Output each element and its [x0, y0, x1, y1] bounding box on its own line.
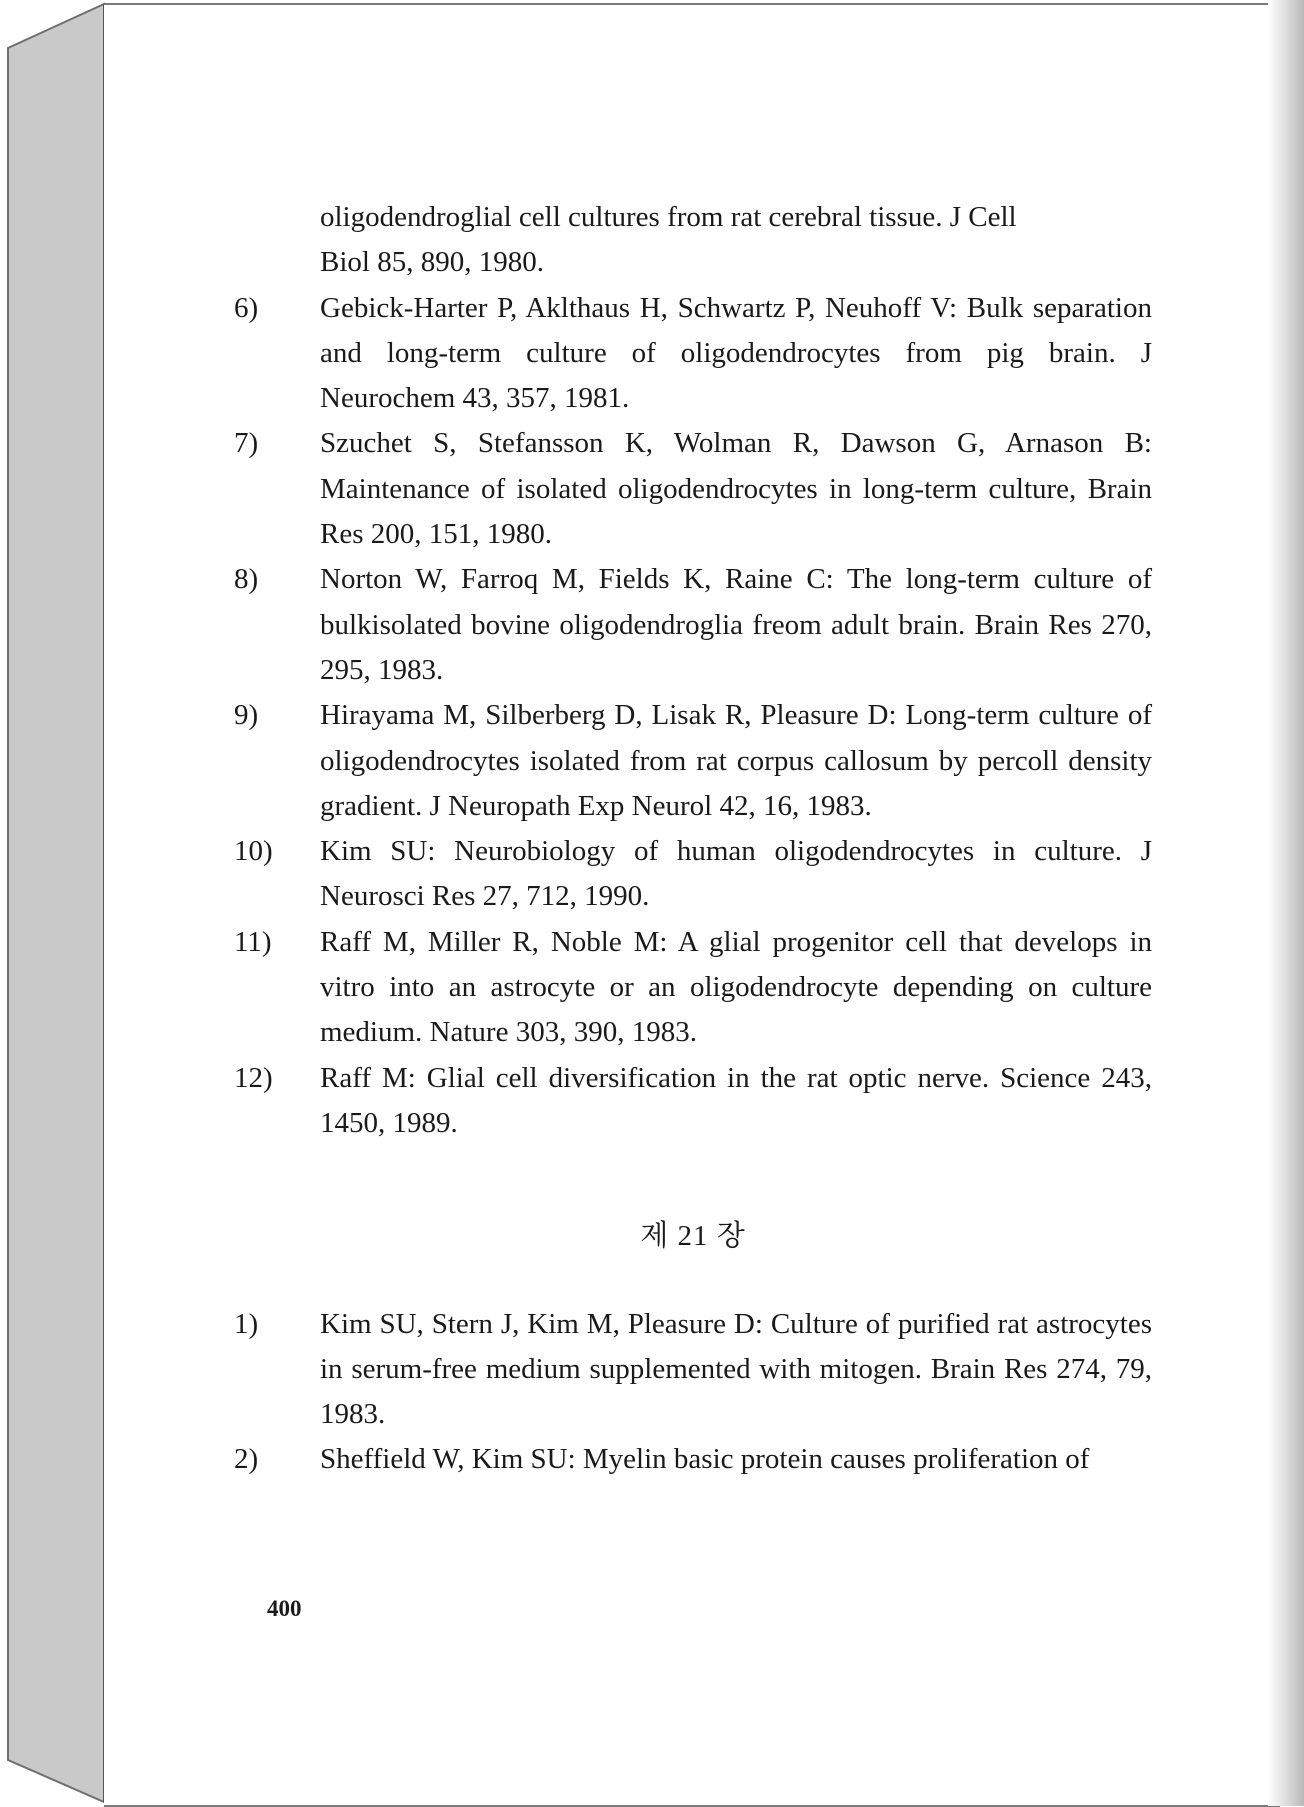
book-spine: [0, 0, 106, 1806]
reference-item: [234, 829, 1152, 920]
reference-text: Hirayama M, Silberberg D, Lisak R, Pleasure D: Long-term culture of oligodendrocytes isolated from rat corpus callosum by percoll density gradient. J Neuropath Exp Neurol 42, 16, 1983.: [320, 699, 1152, 822]
reference-text: Szuchet S, Stefansson K, Wolman R, Dawson G, Arnason B: Maintenance of isolated oligodendrocytes in long-term culture, Brain Res 200, 151, 1980.: [320, 427, 1152, 551]
reference-item: [234, 286, 1152, 422]
reference-item: [234, 1056, 1152, 1147]
reference-text: Raff M: Glial cell diversification in the rat optic nerve. Science 243, 1450, 1989.: [320, 1061, 1152, 1139]
reference-number: 6): [234, 291, 259, 324]
reference-item: [234, 557, 1152, 693]
reference-number: 10): [234, 835, 273, 868]
reference-number: 12): [234, 1061, 273, 1094]
chapter-heading: 제 21 장: [640, 1220, 746, 1253]
reference-number: 7): [234, 427, 259, 460]
reference-item: [234, 1302, 1152, 1438]
reference-text: Norton W, Farroq M, Fields K, Raine C: The long-term culture of bulkisolated bovine oligodendroglia freom adult brain. Brain Res 270, 295, 1983.: [320, 563, 1152, 686]
reference-item: [234, 421, 1152, 557]
page-number: 400: [267, 1596, 302, 1621]
reference-text: Sheffield W, Kim SU: Myelin basic protein causes proliferation of: [320, 1443, 1090, 1476]
reference-number: 2): [234, 1443, 259, 1476]
reference-item: [234, 920, 1152, 1056]
reference-number: 8): [234, 563, 259, 596]
reference-text: Kim SU: Neurobiology of human oligodendrocytes in culture. J Neurosci Res 27, 712, 1990.: [320, 835, 1152, 913]
reference-number: 9): [234, 699, 259, 732]
continuation-line-1: oligodendroglial cell cultures from rat cerebral tissue. J Cell: [320, 201, 1017, 233]
reference-text: Gebick-Harter P, Aklthaus H, Schwartz P, Neuhoff V: Bulk separation and long-term culture of oligodendrocytes from pig brain. J Neurochem 43, 357, 1981.: [320, 291, 1152, 415]
page-edge-shadow: [1268, 0, 1304, 1806]
reference-number: 11): [234, 925, 272, 958]
reference-item: [234, 1437, 1152, 1482]
continuation-line-2: Biol 85, 890, 1980.: [320, 246, 544, 279]
reference-text: Kim SU, Stern J, Kim M, Pleasure D: Culture of purified rat astrocytes in serum-free medium supplemented with mitogen. Brain Res 274, 79, 1983.: [320, 1307, 1152, 1431]
reference-text: Raff M, Miller R, Noble M: A glial progenitor cell that develops in vitro into an astrocyte or an oligodendrocyte depending on culture medium. Nature 303, 390, 1983.: [320, 925, 1152, 1049]
reference-number: 1): [234, 1307, 259, 1340]
reference-item: [234, 693, 1152, 829]
reference-list: [234, 195, 1152, 1483]
